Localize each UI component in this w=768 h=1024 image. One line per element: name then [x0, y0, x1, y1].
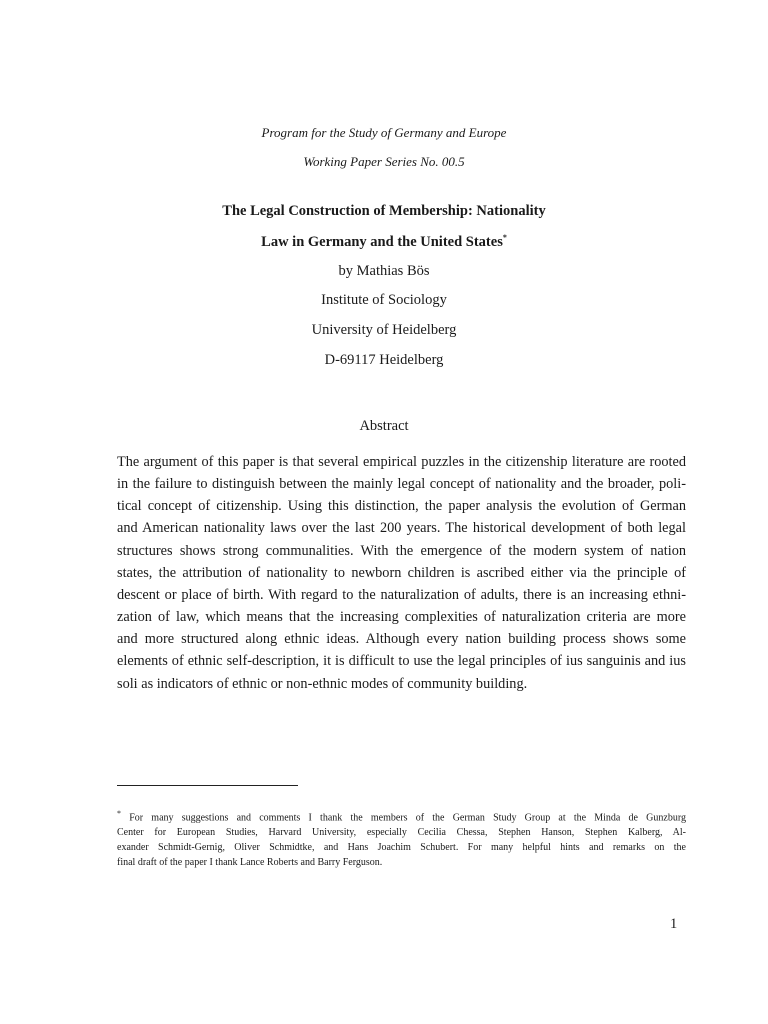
author-byline: by Mathias Bös [338, 263, 430, 279]
footnote-line: Center for European Studies, Harvard University, especially Cecilia Chessa, Stephen Hanson, Stephen Kalberg, Al- [117, 827, 686, 839]
working-paper-series: Working Paper Series No. 00.5 [303, 154, 465, 169]
footnote-line-text: For many suggestions and comments I thank the members of the German Study Group at the Minda de Gunzburg [129, 812, 686, 824]
abstract-line: tical concept of citizenship. Using this distinction, the paper analysis the evolution of German [117, 498, 686, 515]
abstract-line: The argument of this paper is that several empirical puzzles in the citizenship literature are rooted [117, 454, 686, 470]
author-city: D-69117 Heidelberg [324, 352, 444, 368]
footnote-line [117, 806, 686, 825]
abstract-line: in the failure to distinguish between the mainly legal concept of nationality and the broader, poli- [117, 476, 686, 493]
abstract-heading: Abstract [359, 418, 409, 434]
abstract-line: zation of law, which means that the increasing complexities of naturalization criteria are more [117, 609, 686, 626]
page-number: 1 [670, 916, 678, 932]
abstract-body [117, 451, 686, 695]
footnote [117, 806, 686, 870]
paper-title-line-2 [0, 233, 768, 251]
footnote-separator [117, 785, 298, 786]
abstract-line: soli as indicators of ethnic or non-ethnic modes of community building. [117, 675, 528, 692]
paper-title-line-1: The Legal Construction of Membership: Nationality [222, 203, 546, 219]
abstract-line: and American nationality laws over the last 200 years. The historical development of both legal [117, 520, 686, 537]
paper-title-line-2-text: Law in Germany and the United States [261, 233, 503, 250]
abstract-line: elements of ethnic self-description, it is difficult to use the legal principles of ius sanguinis and ius [117, 653, 686, 670]
abstract-line: and more structured along ethnic ideas. Although every nation building process shows some [117, 631, 686, 648]
author-university: University of Heidelberg [311, 322, 457, 338]
footnote-line: exander Schmidt-Gernig, Oliver Schmidtke, and Hans Joachim Schubert. For many helpful hints and remarks on the [117, 842, 686, 854]
program-name: Program for the Study of Germany and Europe [261, 125, 507, 140]
abstract-line: descent or place of birth. With regard to the naturalization of adults, there is an increasing ethni- [117, 586, 686, 603]
abstract-line: states, the attribution of nationality to newborn children is ascribed either via the principle of [117, 564, 686, 581]
footnote-line: final draft of the paper I thank Lance Roberts and Barry Ferguson. [117, 857, 383, 869]
author-institute: Institute of Sociology [321, 292, 447, 308]
abstract-line: structures shows strong communalities. With the emergence of the modern system of nation [117, 542, 686, 559]
footnote-mark: * [117, 809, 121, 818]
title-footnote-mark: * [502, 233, 507, 242]
